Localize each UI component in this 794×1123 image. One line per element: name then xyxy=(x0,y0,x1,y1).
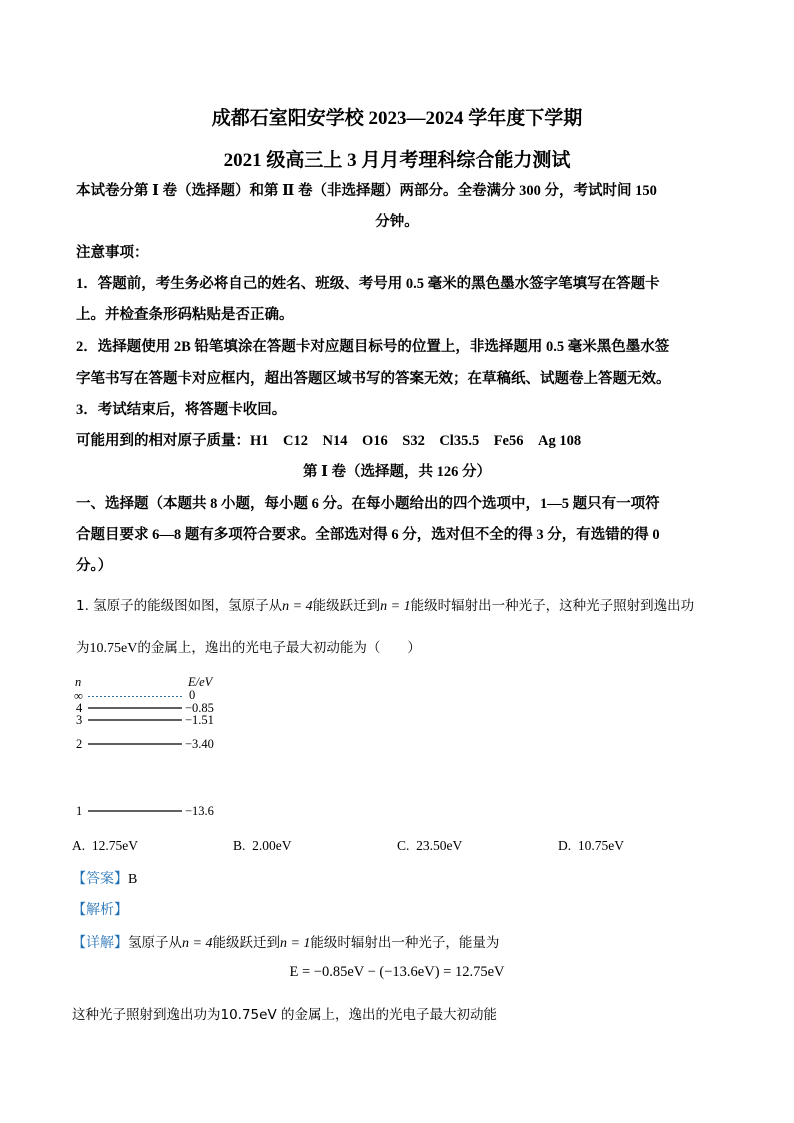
question1-stem-line2 xyxy=(76,636,421,657)
section-instruction-line3: 分。） xyxy=(76,558,113,574)
note-item2-line2: 字笔书写在答题卡对应框内，超出答题区域书写的答案无效；在草稿纸、试题卷上答题无效。 xyxy=(76,371,671,387)
detail-n1: n = 1 xyxy=(279,936,311,951)
note-item3: 3．考试结束后，将答题卡收回。 xyxy=(76,402,287,418)
detail-text-c: 能级时辐射出一种光子，能量为 xyxy=(310,935,500,951)
note-item1-line1: 1．答题前，考生务必将自己的姓名、班级、考号用 0.5 毫米的黑色墨水签字笔填写在答题卡 xyxy=(76,276,660,292)
option-a xyxy=(72,838,138,854)
stem-text-a: 1. 氢原子的能级图如图，氢原子从 xyxy=(76,598,283,614)
section-title: 第 Ⅰ 卷（选择题，共 126 分） xyxy=(302,464,492,480)
exam-title-line1: 成都石室阳安学校 2023—2024 学年度下学期 xyxy=(211,108,583,129)
level-n-infinity: ∞ xyxy=(74,689,83,703)
stem-work-function: 10.75eV xyxy=(89,641,138,656)
level-energy-2: −3.40 xyxy=(185,737,214,751)
energy-level-diagram xyxy=(70,672,250,822)
option-b-letter: B. xyxy=(233,838,246,853)
atomic-masses: 可能用到的相对原子质量：H1 C12 N14 O16 S32 Cl35.5 Fe56 Ag 108 xyxy=(76,433,582,449)
note-item2-line1: 2．选择题使用 2B 铅笔填涂在答题卡对应题目标号的位置上，非选择题用 0.5 毫米黑色墨水签 xyxy=(76,339,670,355)
diagram-n-label: n xyxy=(75,675,82,689)
option-b-text: 2.00eV xyxy=(252,838,292,853)
option-b xyxy=(233,838,292,854)
option-a-text: 12.75eV xyxy=(91,838,138,853)
detail-tag: 【详解】 xyxy=(72,935,128,951)
option-d-letter: D. xyxy=(558,838,572,853)
option-c-text: 23.50eV xyxy=(416,838,463,853)
option-d xyxy=(558,838,624,854)
option-c-letter: C. xyxy=(397,838,410,853)
exam-title-line2: 2021 级高三上 3 月月考理科综合能力测试 xyxy=(223,150,571,171)
level-energy-3: −1.51 xyxy=(185,713,214,727)
question1-stem-line1 xyxy=(76,594,694,615)
level-energy-4: −0.85 xyxy=(185,701,214,715)
energy-equation: E = −0.85eV − (−13.6eV) = 12.75eV xyxy=(289,964,505,980)
answer-line xyxy=(72,868,137,888)
level-n-1: 1 xyxy=(76,804,83,818)
detail-line xyxy=(72,931,499,952)
detail-last-line: 这种光子照射到逸出功为10.75eV 的金属上，逸出的光电子最大初动能 xyxy=(72,1007,497,1023)
level-n-2: 2 xyxy=(76,737,83,751)
stem-n1: n = 1 xyxy=(380,599,411,614)
stem-text-d: 为 xyxy=(76,640,90,656)
intro-line1: 本试卷分第 Ⅰ 卷（选择题）和第 Ⅱ 卷（非选择题）两部分。全卷满分 300 分，考试时间 150 xyxy=(76,183,657,199)
option-d-text: 10.75eV xyxy=(577,838,624,853)
stem-text-c: 能级时辐射出一种光子，这种光子照射到逸出功 xyxy=(410,598,695,614)
analysis-tag: 【解析】 xyxy=(72,902,128,918)
stem-text-e: 的金属上，逸出的光电子最大初动能为（ ） xyxy=(137,640,421,656)
level-energy-1: −13.6 xyxy=(185,804,214,818)
section-instruction-line1: 一、选择题（本题共 8 小题，每小题 6 分。在每小题给出的四个选项中，1—5 题只有一项符 xyxy=(76,496,660,512)
level-n-4: 4 xyxy=(76,701,83,715)
answer-tag: 【答案】 xyxy=(72,871,128,887)
section-instruction-line2: 合题目要求 6—8 题有多项符合要求。全部选对得 6 分，选对但不全的得 3 分，有选错的得 0 xyxy=(76,527,660,543)
stem-n4: n = 4 xyxy=(282,599,313,614)
note-item1-line2: 上。并检查条形码粘贴是否正确。 xyxy=(76,307,294,323)
diagram-energy-axis-label: E/eV xyxy=(188,675,213,689)
detail-n4: n = 4 xyxy=(182,936,213,951)
level-energy-infinity: 0 xyxy=(189,688,196,702)
stem-text-b: 能级跃迁到 xyxy=(312,598,381,614)
level-n-3: 3 xyxy=(76,713,83,727)
detail-text-a: 氢原子从 xyxy=(128,935,182,951)
notes-heading: 注意事项： xyxy=(76,245,149,261)
answer-value: B xyxy=(128,872,138,887)
option-c xyxy=(397,838,462,854)
intro-line2: 分钟。 xyxy=(375,214,419,230)
option-a-letter: A. xyxy=(72,838,86,853)
detail-text-b: 能级跃迁到 xyxy=(212,935,280,951)
